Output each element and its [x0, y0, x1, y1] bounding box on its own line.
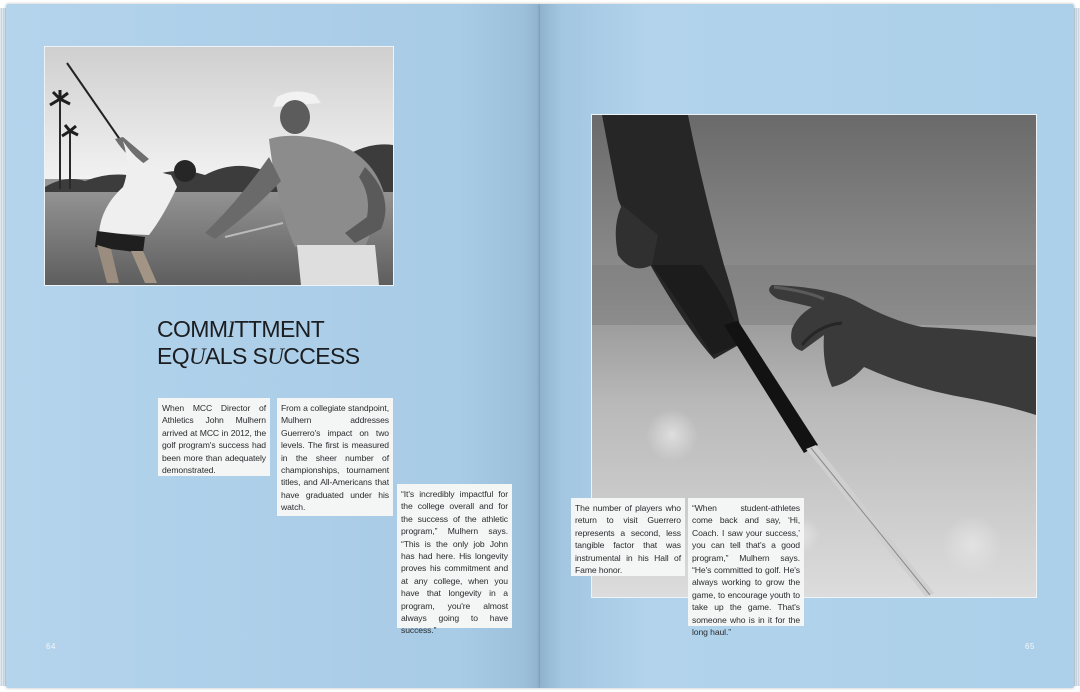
- page-number-left: 64: [46, 642, 56, 651]
- golf-lesson-photo: [44, 46, 394, 286]
- text-box-coach-quote: “When student-athletes come back and say, ‘Hi, Coach. I saw your success,’ you can tell that's a good program,” Mulhern says. “He's committed to golf. He's always working to grow the game, to encourage youth to take up the game. That's someone who is in it for the long haul.”: [688, 498, 804, 626]
- heading-line-2: EQUALS SUCCESS: [157, 343, 360, 369]
- text-box-collegiate: From a collegiate standpoint, Mulhern addresses Guerrero's impact on two levels. The first is measured in the sheer number of championships, tournament titles, and All-Americans that have graduated under his watch.: [277, 398, 393, 516]
- heading-line-1: COMMITTMENT: [157, 316, 325, 342]
- text-box-intro: When MCC Director of Athletics John Mulhern arrived at MCC in 2012, the golf program's success had been more than adequately demonstrated.: [158, 398, 270, 476]
- text-box-returning-players: The number of players who return to visit Guerrero represents a second, less tangible factor that was instrumental in his Hall of Fame honor.: [571, 498, 685, 576]
- page-number-right: 65: [1025, 642, 1035, 651]
- text-box-quote: “It's incredibly impactful for the college overall and for the success of the athletic program,” Mulhern says. “This is the only job John has had here. His longevity proves his commitment and at any college, when you have that longevity in a program, you're almost always going to have success.”: [397, 484, 512, 628]
- article-heading: [157, 316, 360, 370]
